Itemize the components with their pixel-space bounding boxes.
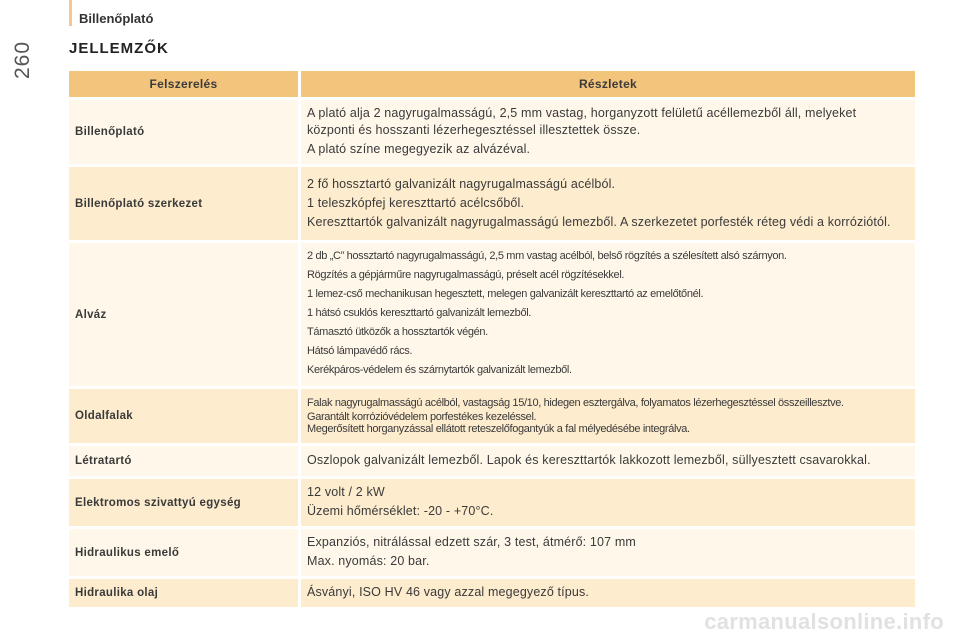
detail-line: 12 volt / 2 kW (307, 485, 385, 499)
detail-line: Megerősített horganyzással ellátott reteszelőfogantyúk a fal mélyedésébe integrálva. (307, 423, 690, 435)
detail-line: A plató színe megegyezik az alvázéval. (307, 142, 531, 156)
detail-line: Max. nyomás: 20 bar. (307, 554, 430, 568)
detail-line: Rögzítés a gépjárműre nagyrugalmasságú, préselt acél rögzítésekkel. (307, 269, 625, 281)
equipment-details (301, 529, 915, 576)
detail-line: 2 db „C” hossztartó nagyrugalmasságú, 2,5 mm vastag acélból, belső rögzítés a szélesített alsó szárnyon. (307, 250, 787, 262)
table-row (69, 243, 915, 386)
equipment-name: Billenőplató (69, 100, 301, 164)
equipment-name: Hidraulikus emelő (69, 529, 301, 576)
table-header-row (69, 71, 915, 97)
table-row (69, 167, 915, 240)
equipment-name: Létratartó (69, 446, 301, 476)
detail-line: Oszlopok galvanizált lemezből. Lapok és kereszttartók lakkozott lemezből, süllyesztett csavarokkal. (307, 453, 871, 467)
detail-line: Támasztó ütközők a hossztartók végén. (307, 326, 488, 338)
equipment-name: Alváz (69, 243, 301, 386)
table-row (69, 579, 915, 607)
table-row (69, 389, 915, 443)
detail-line: 2 fő hossztartó galvanizált nagyrugalmasságú acélból. (307, 176, 616, 191)
equipment-details (301, 579, 915, 607)
table-row (69, 100, 915, 164)
equipment-details (301, 167, 915, 240)
section-title: JELLEMZŐK (69, 40, 169, 57)
table-row (69, 446, 915, 476)
chapter-title: Billenőplató (79, 11, 154, 26)
detail-line: Ásványi, ISO HV 46 vagy azzal megegyező típus. (307, 585, 590, 599)
equipment-name: Oldalfalak (69, 389, 301, 443)
equipment-details (301, 446, 915, 476)
column-header-details: Részletek (301, 71, 915, 97)
column-header-equipment: Felszerelés (69, 71, 301, 97)
equipment-name: Elektromos szivattyú egység (69, 479, 301, 526)
detail-line: Kereszttartók galvanizált nagyrugalmasságú lemezből. A szerkezetet porfesték réteg védi a korróziótól. (307, 214, 891, 229)
table-row (69, 529, 915, 576)
detail-line: Falak nagyrugalmasságú acélból, vastagság 15/10, hidegen esztergálva, folyamatos lézerhegesztéssel összeillesztve. (307, 397, 844, 409)
detail-line: 1 teleszkópfej kereszttartó acélcsőből. (307, 195, 525, 210)
equipment-details (301, 479, 915, 526)
table-row (69, 479, 915, 526)
specifications-table (69, 68, 915, 610)
detail-line: Garantált korrózióvédelem porfestékes kezeléssel. (307, 411, 537, 423)
page-number: 260 (11, 40, 35, 80)
detail-line: Hátsó lámpavédő rács. (307, 345, 413, 357)
equipment-name: Hidraulika olaj (69, 579, 301, 607)
equipment-details (301, 243, 915, 386)
detail-line: Kerékpáros-védelem és szárnytartók galvanizált lemezből. (307, 364, 572, 376)
header-accent-bar (69, 0, 72, 26)
detail-line: Expanziós, nitrálással edzett szár, 3 test, átmérő: 107 mm (307, 535, 636, 549)
detail-line: A plató alja 2 nagyrugalmasságú, 2,5 mm vastag, horganyzott felületű acéllemezből áll, melyeket központi és hosszanti lézerhegesztéssel illesztettek össze. (307, 106, 857, 137)
detail-line: 1 hátsó csuklós kereszttartó galvanizált lemezből. (307, 307, 532, 319)
equipment-name: Billenőplató szerkezet (69, 167, 301, 240)
detail-line: Üzemi hőmérséklet: -20 - +70°C. (307, 504, 494, 518)
watermark: carmanualsonline.info (704, 609, 944, 634)
equipment-details (301, 389, 915, 443)
detail-line: 1 lemez-cső mechanikusan hegesztett, melegen galvanizált kereszttartó az emelőtőnél. (307, 288, 704, 300)
equipment-details (301, 100, 915, 164)
